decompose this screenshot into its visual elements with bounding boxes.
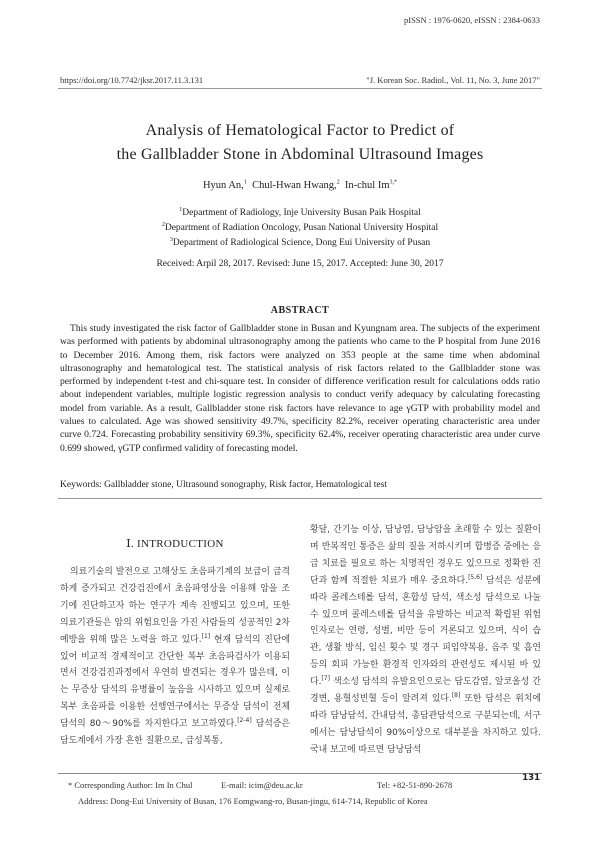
- corresponding-author: * Corresponding Author: Im In Chul: [68, 780, 193, 790]
- citation-ref: [1]: [201, 632, 211, 640]
- citation-ref: [7]: [321, 675, 330, 683]
- affiliation-item: [60, 221, 540, 236]
- paragraph-text: 황달, 간기능 이상, 담낭염, 담낭암을 초래할 수 있는 질환이며 반복적인 통증은 삶의 질을 저하시키며 합병증 중에는 응급 치료를 필요로 하는 치명적인 경우도 있으므로 정확한 진단과 함께 적절한 치료가 매우 중요하다.: [310, 525, 541, 586]
- body-column-right: [310, 522, 541, 759]
- affiliation-sup: 2: [161, 221, 165, 228]
- citation-ref: [2-4]: [237, 717, 252, 725]
- paper-title: [60, 119, 540, 167]
- affiliation-text: Department of Radiological Science, Dong Eui University of Pusan: [172, 238, 431, 248]
- citation-ref: [5,6]: [468, 573, 483, 581]
- submission-dates: Received: Arpil 28, 2017. Revised: June 15, 2017. Accepted: June 30, 2017: [156, 259, 444, 269]
- author-sup: 2: [336, 179, 340, 186]
- author-name: Hyun An,: [202, 180, 244, 191]
- keywords: Keywords: Gallbladder stone, Ultrasound sonography, Risk factor, Hematological test: [60, 480, 387, 490]
- doi-link[interactable]: https://doi.org/10.7742/jksr.2017.11.3.131: [60, 75, 204, 85]
- author-name: In-chul Im: [344, 180, 390, 191]
- author-name: Chul-Hwan Hwang,: [252, 180, 337, 191]
- paragraph-text: 또한 담석은 위치에 따라 담낭담석, 간내담석, 총담관담석으로 구분되는데, 서구에서는 담낭담석이 90%이상으로 대부분을 차지하고 있다. 국내 보고에 따르면 담낭담석: [310, 694, 541, 755]
- affiliation-list: [60, 206, 540, 251]
- footnote: [68, 777, 538, 809]
- issn-line: pISSN : 1976-0620, eISSN : 2384-0633: [403, 15, 540, 25]
- paragraph-text: 현재 담석의 진단에 있어 비교적 경제적이고 간단한 복부 초음파검사가 이용되면서 건강검진과정에서 우연히 발견되는 경우가 많은데, 이는 무증상 담석의 유병률이 높음을 시사하고 있으며 실제로 복부 초음파를 이용한 선행연구에서는 무증상 담석이 전체 담석의 80～90%를 차지한다고 보고하였다.: [60, 634, 290, 730]
- affiliation-item: [60, 206, 540, 221]
- body-column-left: [60, 564, 290, 750]
- citation-ref: [8]: [451, 692, 461, 700]
- paragraph-text: 의료기술의 발전으로 고해상도 초음파기계의 보급이 급격하게 증가되고 건강검진에서 초음파영상을 이용해 암을 조기에 진단하고자 하는 연구가 계속 진행되고 있으며, 또한 의료기관들은 암의 위험요인을 가진 사람들의 성공적인 2차 예방을 위해 많은 노력을 하고 있다.: [60, 567, 290, 645]
- paragraph-text: 색소성 담석의 유발요인으로는 담도감염, 알코올성 간경변, 용혈성빈혈 등이 알려져 있다.: [310, 677, 541, 705]
- paragraph-text: 담석은 성분에 따라 콜레스테롤 담석, 혼합성 담석, 색소성 담석으로 나눌 수 있으며 콜레스테롤 담석을 유발하는 비교적 확립된 위험인자로는 연령, 성별, 비만 등이 거론되고 있으며, 식이 습관, 생활 방식, 임신 횟수 및 경구 피임약복용, 음주 및 흡연 등의 회피 가능한 환경적 인자와의 관련성도 제시된 바 있다.: [310, 575, 541, 688]
- journal-citation: "J. Korean Soc. Radiol., Vol. 11, No. 3, June 2017": [366, 75, 540, 85]
- footnote-rule: [58, 773, 542, 774]
- affiliation-text: Department of Radiology, Inje University Busan Paik Hospital: [182, 208, 421, 218]
- paragraph-text: 담석증은 담도계에서 가장 흔한 질환으로, 급성복통,: [60, 719, 290, 747]
- author-address: Address: Dong-Eui University of Busan, 176 Eomgwang-ro, Busan-jingu, 614-714, Republic of Korea: [78, 796, 428, 806]
- affiliation-sup: 1: [179, 206, 183, 213]
- author-email[interactable]: E-mail: icim@deu.ac.kr: [221, 780, 303, 790]
- author-tel: Tel: +82-51-890-2678: [377, 780, 453, 790]
- page-number: 131: [522, 773, 540, 783]
- author-sup: 3,*: [389, 179, 398, 186]
- header-rule: [58, 88, 542, 89]
- affiliation-text: Department of Radiation Oncology, Pusan National University Hospital: [164, 223, 439, 233]
- abstract-text: This study investigated the risk factor of Gallbladder stone in Busan and Kyungnam area. The subjects of the experiment was performed with patients by abdominal ultrasonography among the patients who came to the P hospital from June 2016 to December 2016. Among them, risk factors were analyzed on 353 people at the same time when abdominal ultrasonography and hematological test. The statistical analysis of risk factors related to the Gallbladder stone was performed by independent t-test and chi-square test. In consider of difference verification result for calculations odds ratio about independent variables, multiple logistic regression analysis to conduct verify adequacy by calculating forecasting model from variable. As a result, Gallbladder stone risk factors have relevance to age γGTP with probability model and values to calculated. Age was showed sensitivity 49.7%, specificity 82.2%, receiver operating characteristic area under curve 0.724. Forecasting probability sensitivity 69.3%, specificity 62.4%, receiver operating characteristic area under curve 0.699 showed, γGTP confirmed validity of forecasting model.: [60, 323, 540, 454]
- title-line-2: the Gallbladder Stone in Abdominal Ultrasound Images: [116, 146, 484, 163]
- introduction-heading: Ⅰ. INTRODUCTION: [126, 538, 224, 550]
- footnote-contact-row: [68, 777, 538, 793]
- title-line-1: Analysis of Hematological Factor to Predict of: [145, 122, 455, 139]
- affiliation-item: [60, 236, 540, 251]
- author-list: [60, 180, 540, 191]
- author-sup: 1: [243, 179, 247, 186]
- affiliation-sup: 3: [169, 236, 173, 243]
- section-rule: [58, 498, 542, 499]
- abstract-heading: ABSTRACT: [270, 305, 330, 316]
